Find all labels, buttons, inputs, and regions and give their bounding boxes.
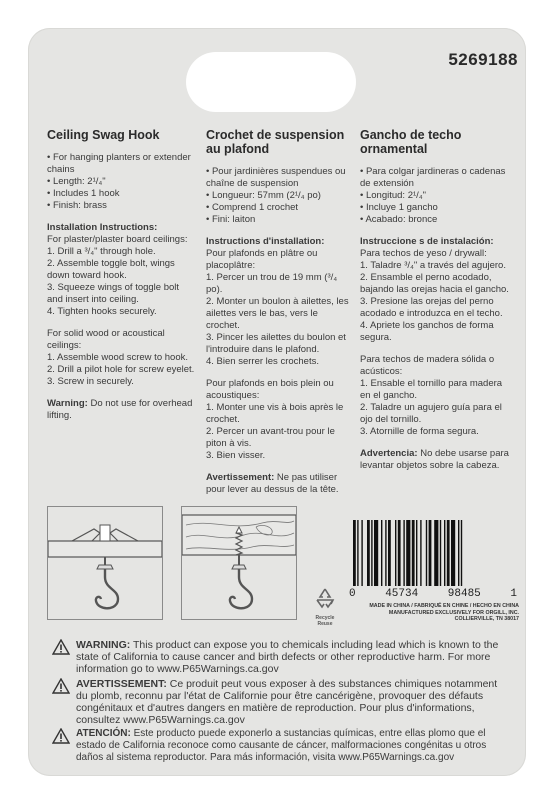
manufacturer-info xyxy=(349,603,519,623)
recycle-label: Recycle Reuse xyxy=(315,615,335,627)
spanish-column xyxy=(360,128,510,472)
p65-es-text: Este producto puede exponerlo a sustancias químicas, entre ellas plomo que el estado de California reconoce como causante de cáncer, malformaciones congénitas u otros daños al sistema reproductor. Para más información, visita www.P65Warnings.ca.gov xyxy=(76,728,487,763)
step-item: 2. Assemble toggle bolt, wings down toward hook. xyxy=(47,258,175,281)
feature-item: • Longueur: 57mm (2¹/₄ po) xyxy=(206,190,321,201)
english-title: Ceiling Swag Hook xyxy=(47,128,160,142)
p65-warning-es xyxy=(52,728,502,764)
step-item: 4. Tighten hooks securely. xyxy=(47,306,157,317)
english-column xyxy=(47,128,197,422)
toggle-bolt-diagram xyxy=(47,506,163,620)
step-item: 3. Screw in securely. xyxy=(47,376,134,387)
manufactured-for-text: MANUFACTURED EXCLUSIVELY FOR ORGILL, INC. xyxy=(388,609,519,616)
step-item: 2. Taladre un agujero guía para el ojo del tornillo. xyxy=(360,402,502,425)
french-features xyxy=(206,166,354,226)
step-item: 3. Presione las orejas del perno acodado e introduzca en el techo. xyxy=(360,296,503,319)
feature-item: • Acabado: bronce xyxy=(360,214,438,225)
wood-screw-diagram xyxy=(181,506,297,620)
step-item: 1. Ensable el tornillo para madera en el gancho. xyxy=(360,378,503,401)
barcode-digit: 98485 xyxy=(447,588,481,600)
feature-item: • Comprend 1 crochet xyxy=(206,202,299,213)
p65-warning-en xyxy=(52,639,502,675)
hang-hole xyxy=(186,52,356,112)
warning-text: No debe usarse para levantar objetos sobre la cabeza. xyxy=(360,448,509,471)
barcode-digit: 1 xyxy=(510,588,517,600)
feature-item: • Incluye 1 gancho xyxy=(360,202,438,213)
warning-note xyxy=(47,398,197,422)
install-heading: Installation Instructions: xyxy=(47,222,158,233)
feature-item: • Length: 2¹/₄" xyxy=(47,176,106,187)
p65-fr-text: Ce produit peut vous exposer à des substances chimiques notamment du plomb, reconnu par l'état de Californie pour être cancérigène, provoquer des défauts congénitaux et d'autres dangers en matière de reproduction. Pour plus d'informations, consultez www.P65Warnings.ca.gov xyxy=(76,678,498,726)
warning-text: Do not use for overhead lifting. xyxy=(47,398,193,421)
french-title: Crochet de suspension au plafond xyxy=(206,128,345,156)
p65-fr-label: AVERTISSEMENT: xyxy=(76,678,167,690)
sku-number: 5269188 xyxy=(448,50,518,69)
plaster-steps xyxy=(206,272,354,368)
feature-item: • Longitud: 2¹/₄" xyxy=(360,190,427,201)
step-item: 3. Squeeze wings of toggle bolt and insert into ceiling. xyxy=(47,282,180,305)
step-item: 2. Percer un avant-trou pour le piton à vis. xyxy=(206,426,335,449)
feature-item: • Includes 1 hook xyxy=(47,188,120,199)
spanish-features xyxy=(360,166,510,226)
recycle-badge xyxy=(312,586,338,627)
warning-label: Avertissement: xyxy=(206,472,275,483)
english-features xyxy=(47,152,197,212)
step-item: 3. Pincer les ailettes du boulon et l'introduire dans le plafond. xyxy=(206,332,346,355)
step-item: 2. Ensamble el perno acodado, bajando las orejas hacia el gancho. xyxy=(360,272,509,295)
barcode-digit: 45734 xyxy=(385,588,419,600)
install-heading: Instructions d'installation: xyxy=(206,236,325,247)
step-item: 1. Assemble wood screw to hook. xyxy=(47,352,188,363)
barcode-digit: 0 xyxy=(349,588,356,600)
warning-note xyxy=(206,472,354,496)
warning-label: Warning: xyxy=(47,398,88,409)
wood-steps xyxy=(47,352,197,388)
warning-triangle-icon xyxy=(52,728,70,744)
step-item: 3. Bien visser. xyxy=(206,450,266,461)
spanish-title: Gancho de techo ornamental xyxy=(360,128,462,156)
plaster-steps xyxy=(47,246,197,318)
p65-es-label: ATENCIÓN: xyxy=(76,728,131,739)
warning-label: Advertencia: xyxy=(360,448,418,459)
french-column xyxy=(206,128,354,496)
step-item: 1. Monter une vis à bois après le crochet. xyxy=(206,402,344,425)
p65-en-label: WARNING: xyxy=(76,639,131,651)
warning-text: Ne pas utiliser pour lever au dessus de la tête. xyxy=(206,472,339,495)
made-in-text: MADE IN CHINA / FABRIQUÉ EN CHINE / HECHO EN CHINA xyxy=(369,603,519,609)
step-item: 2. Drill a pilot hole for screw eyelet. xyxy=(47,364,195,375)
p65-warning-fr xyxy=(52,678,502,726)
step-item: 1. Drill a ³/₄" through hole. xyxy=(47,246,156,257)
step-item: 1. Percer un trou de 19 mm (³/₄ po). xyxy=(206,272,338,295)
plaster-intro: Para techos de yeso / drywall: xyxy=(360,248,487,259)
manufacturer-city: COLLIERVILLE, TN 38017 xyxy=(454,616,519,622)
wood-steps xyxy=(206,402,354,462)
warning-note xyxy=(360,448,510,472)
feature-item: • Fini: laiton xyxy=(206,214,256,225)
p65-en-text: This product can expose you to chemicals including lead which is known to the state of California to cause cancer and birth defects or other reproductive harm. For more information go to www.P65Warnings.ca.gov xyxy=(76,639,499,675)
recycle-icon xyxy=(313,586,337,610)
step-item: 1. Taladre ³/₄" a través del agujero. xyxy=(360,260,506,271)
wood-intro: Pour plafonds en bois plein ou acoustiques: xyxy=(206,378,334,401)
barcode-number xyxy=(349,588,517,600)
plaster-intro: Pour plafonds en plâtre ou placoplâtre: xyxy=(206,248,318,271)
wood-steps xyxy=(360,378,510,438)
wood-intro: Para techos de madera sólida o acústicos: xyxy=(360,354,495,377)
step-item: 4. Apriete los ganchos de forma segura. xyxy=(360,320,494,343)
step-item: 2. Monter un boulon à ailettes, les ailettes vers le bas, vers le crochet. xyxy=(206,296,349,331)
feature-item: • Finish: brass xyxy=(47,200,107,211)
feature-item: • Para colgar jardineras o cadenas de extensión xyxy=(360,166,506,189)
step-item: 4. Bien serrer les crochets. xyxy=(206,356,319,367)
install-heading: Instruccione s de instalación: xyxy=(360,236,494,247)
wood-intro: For solid wood or acoustical ceilings: xyxy=(47,328,165,351)
plaster-steps xyxy=(360,260,510,344)
feature-item: • Pour jardinières suspendues ou chaîne de suspension xyxy=(206,166,346,189)
step-item: 3. Atornille de forma segura. xyxy=(360,426,479,437)
feature-item: • For hanging planters or extender chains xyxy=(47,152,191,175)
warning-triangle-icon xyxy=(52,639,70,655)
plaster-intro: For plaster/plaster board ceilings: xyxy=(47,234,188,245)
warning-triangle-icon xyxy=(52,678,70,694)
